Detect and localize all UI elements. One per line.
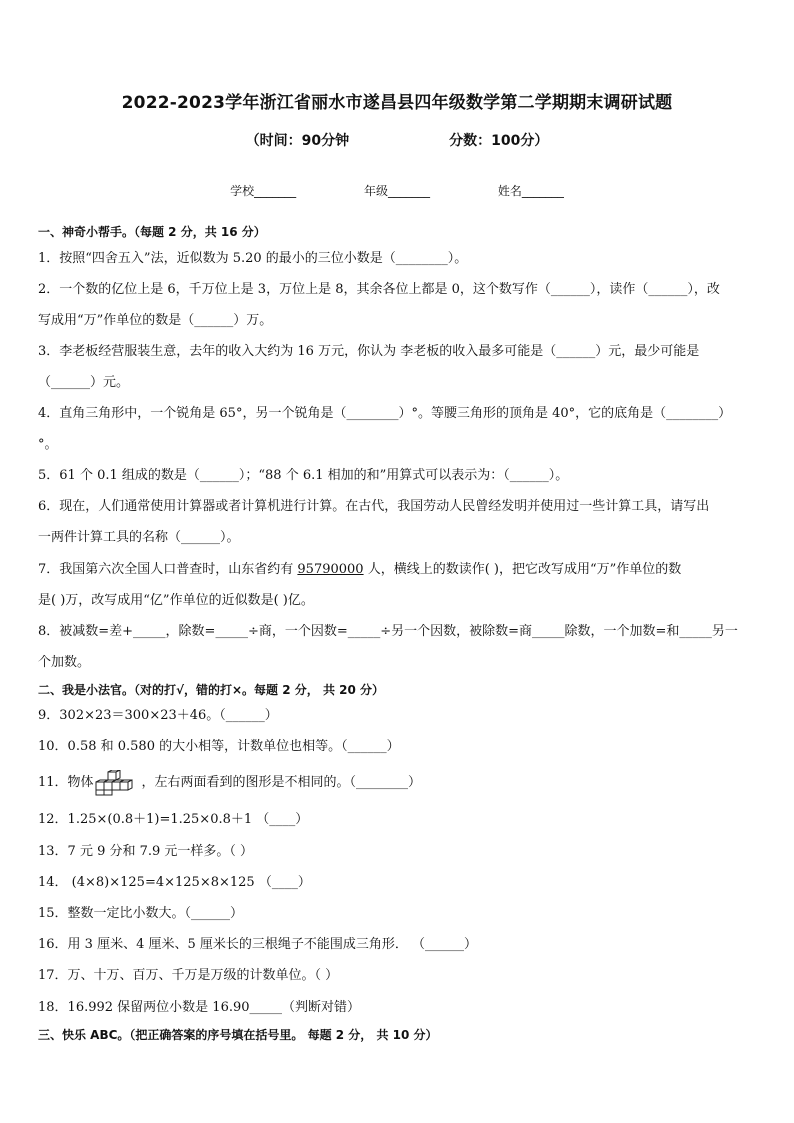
question-11: [38, 767, 758, 798]
name-field[interactable]: 姓名_______: [497, 184, 564, 198]
school-field[interactable]: 学校_______: [230, 184, 297, 198]
question-4-line-2: °。: [38, 437, 58, 452]
question-6-line-2: 一两件计算工具的名称（______）。: [38, 530, 240, 545]
stacked-cubes-icon: [94, 770, 142, 796]
question-9: 9．302×23＝300×23＋46。（______）: [38, 708, 278, 723]
score-label: 分数：100分）: [449, 133, 549, 149]
grade-field[interactable]: 年级_______: [363, 184, 430, 198]
question-6-line-1: 6．现在，人们通常使用计算器或者计算机进行计算。在古代，我国劳动人民曾经发明并使用过一些计算工具，请写出: [38, 499, 710, 514]
question-11-suffix: ，左右两面看到的图形是不相同的。（________）: [141, 775, 422, 790]
exam-subtitle: [0, 130, 794, 150]
time-label: （时间：90分钟: [245, 133, 350, 149]
question-13: 13．7 元 9 分和 7.9 元一样多。（ ）: [38, 844, 254, 859]
question-10: 10．0.58 和 0.580 的大小相等，计数单位也相等。（______）: [38, 739, 400, 754]
question-8-line-1: 8．被减数=差+_____，除数=_____÷商，一个因数=_____÷另一个因数，被除数=商_____除数，一个加数=和_____另一: [38, 624, 738, 639]
question-7-line-2: 是( )万，改写成用“亿”作单位的近似数是( )亿。: [38, 593, 314, 608]
section-3-heading: 三、快乐 ABC。（把正确答案的序号填在括号里。 每题 2 分， 共 10 分）: [38, 1028, 438, 1042]
question-16: 16．用 3 厘米、4 厘米、5 厘米长的三根绳子不能围成三角形． （______）: [38, 937, 478, 952]
question-3-line-2: （______）元。: [38, 375, 130, 390]
question-15: 15．整数一定比小数大。（______）: [38, 906, 244, 921]
question-2-line-1: 2．一个数的亿位上是 6，千万位上是 3，万位上是 8，其余各位上都是 0，这个数写作（______），读作（______），改: [38, 282, 720, 297]
question-18: 18．16.992 保留两位小数是 16.90_____（判断对错）: [38, 1000, 361, 1015]
student-info: [0, 182, 794, 199]
question-1: 1．按照“四舍五入”法，近似数为 5.20 的最小的三位小数是（________）。: [38, 251, 468, 266]
question-3-line-1: 3．李老板经营服装生意，去年的收入大约为 16 万元，你认为 李老板的收入最多可能是（______）元，最少可能是: [38, 344, 700, 359]
question-2-line-2: 写成用“万”作单位的数是（______）万。: [38, 313, 273, 328]
section-2-heading: 二、我是小法官。（对的打√，错的打×。每题 2 分， 共 20 分）: [38, 683, 384, 697]
section-1-heading: 一、神奇小帮手。（每题 2 分，共 16 分）: [38, 225, 266, 239]
population-number: 95790000: [297, 562, 364, 577]
question-14: 14． (4×8)×125=4×125×8×125 （____）: [38, 875, 311, 890]
page-title: 2022-2023学年浙江省丽水市遂昌县四年级数学第二学期期末调研试题: [121, 93, 673, 113]
question-7-prefix: 7．我国第六次全国人口普查时，山东省约有: [38, 562, 298, 577]
question-17: 17．万、十万、百万、千万是万级的计数单位。（ ）: [38, 968, 339, 983]
question-7-line-1: [38, 554, 758, 585]
question-7-suffix: 人，横线上的数读作( )，把它改写成用“万”作单位的数: [363, 562, 682, 577]
question-11-prefix: 11．物体: [38, 775, 94, 790]
question-12: 12．1.25×(0.8＋1)=1.25×0.8＋1 （____）: [38, 812, 309, 827]
question-8-line-2: 个加数。: [38, 655, 91, 670]
question-5: 5．61 个 0.1 组成的数是（______）；“88 个 6.1 相加的和”用算式可以表示为：（______）。: [38, 468, 569, 483]
question-4-line-1: 4．直角三角形中，一个锐角是 65°，另一个锐角是（________）°。等腰三角形的顶角是 40°，它的底角是（________）: [38, 406, 732, 421]
